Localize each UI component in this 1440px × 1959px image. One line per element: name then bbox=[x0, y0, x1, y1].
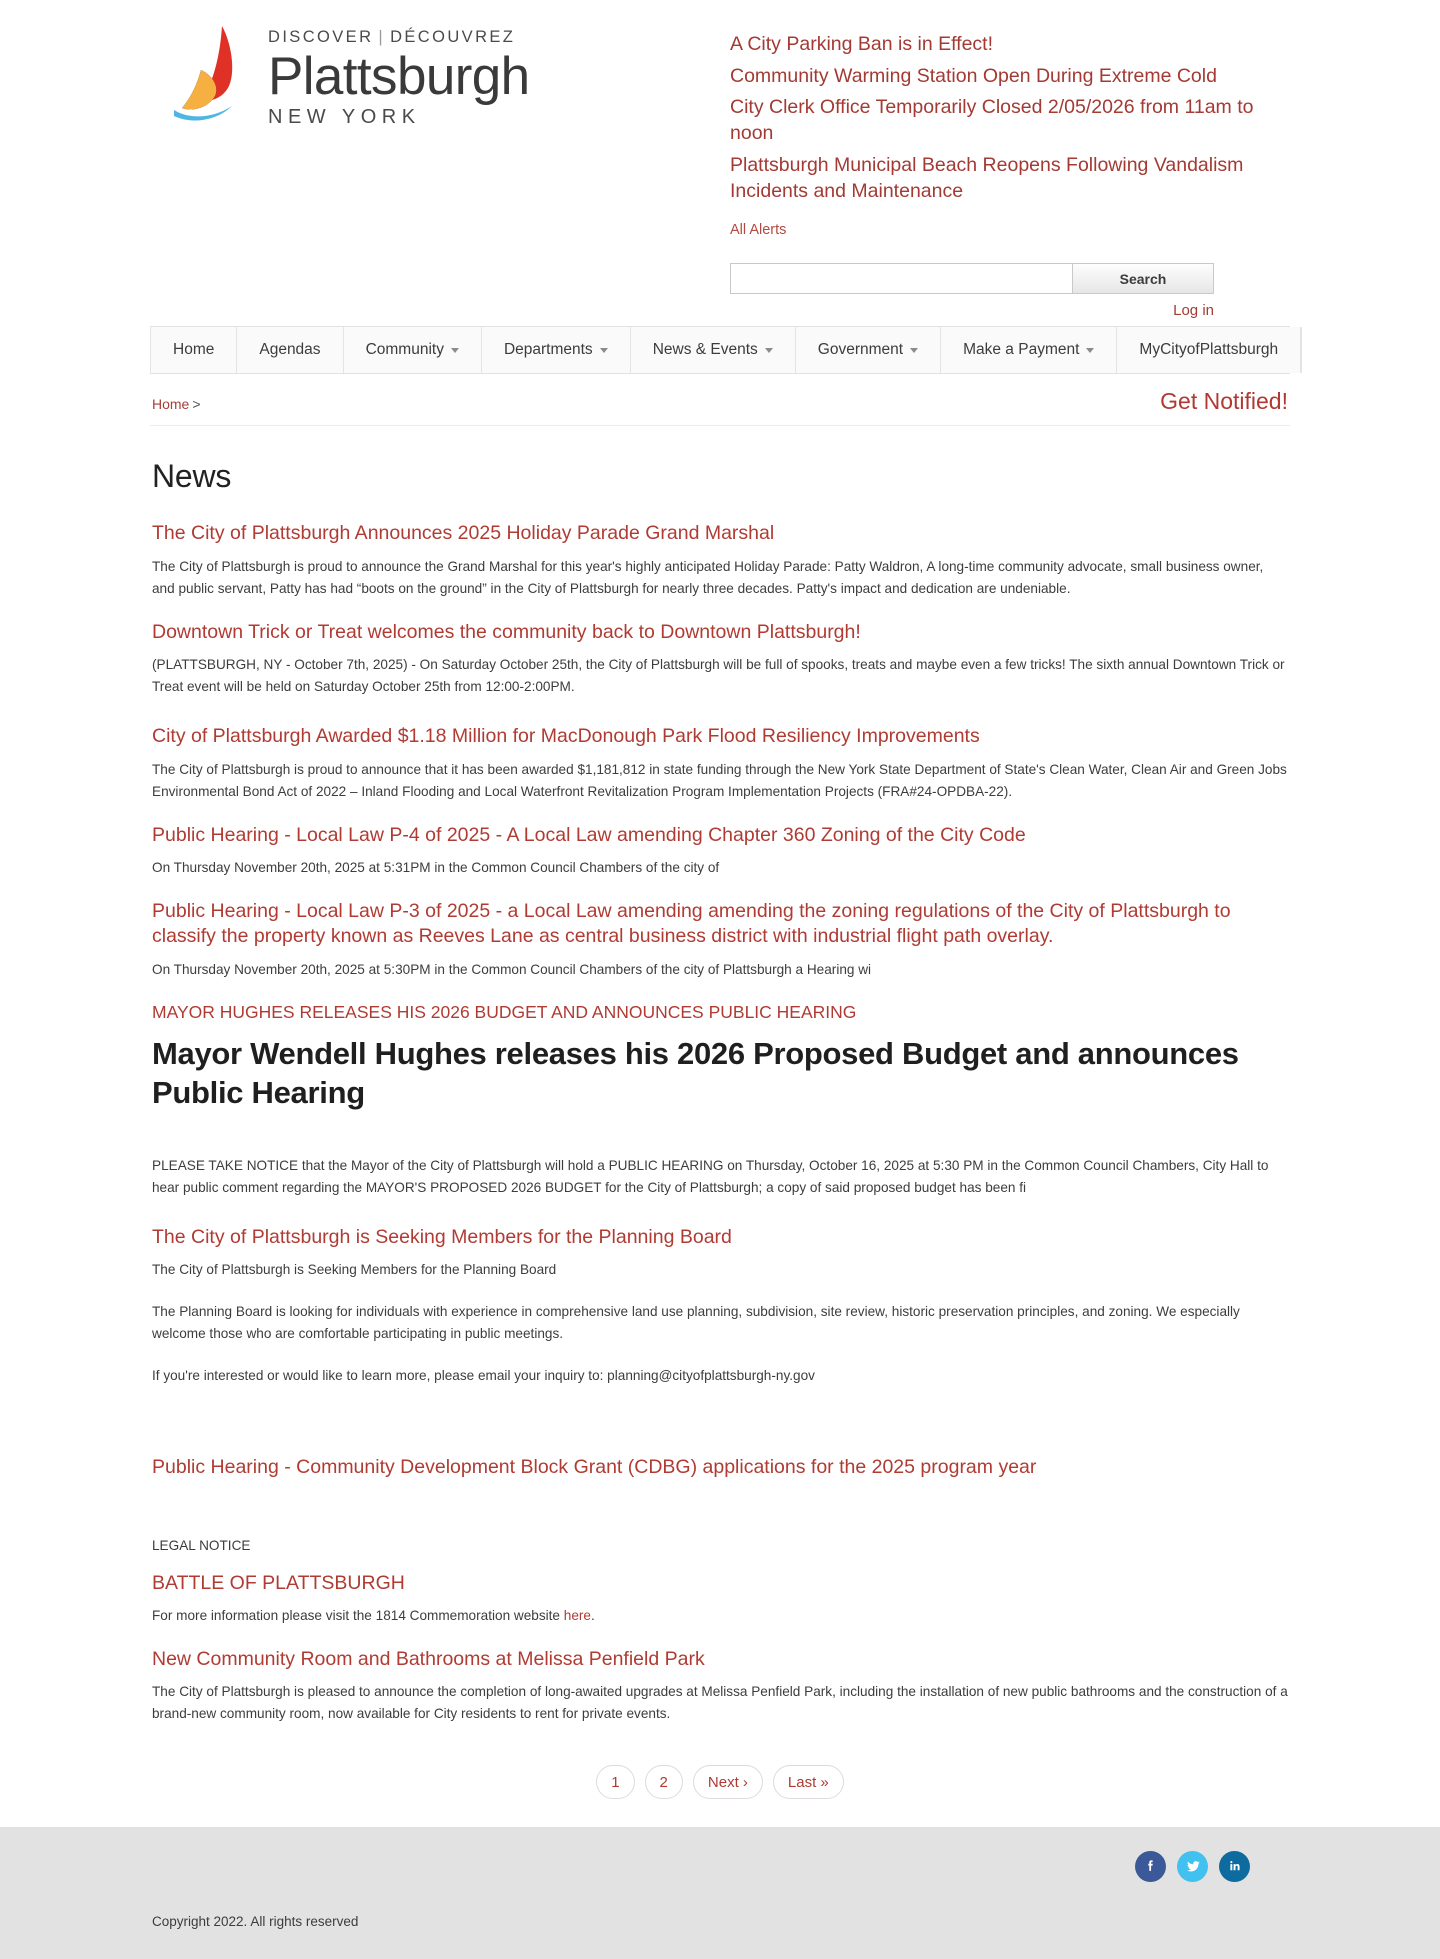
logo-city-name: Plattsburgh bbox=[268, 46, 530, 106]
news-article-body: The City of Plattsburgh is pleased to announce the completion of long-awaited upgrades at Melissa Penfield Park, including the installation of new public bathrooms and the construction of a brand-new community room, now available for City residents to rent for private events. bbox=[152, 1684, 1288, 1722]
news-article-cdbg bbox=[152, 1455, 1288, 1480]
breadcrumb-separator: > bbox=[192, 396, 201, 413]
news-article-local-law-p3 bbox=[152, 899, 1288, 981]
nav-label: Agendas bbox=[259, 341, 321, 359]
chevron-down-icon bbox=[451, 348, 459, 353]
breadcrumb-trail bbox=[152, 396, 201, 414]
commemoration-website-link[interactable]: here bbox=[563, 1607, 591, 1623]
nav-item-government[interactable] bbox=[796, 327, 941, 373]
pagination bbox=[152, 1765, 1288, 1799]
page-title: News bbox=[152, 458, 232, 495]
news-article-mayor-budget bbox=[152, 1001, 1288, 1199]
news-article-title[interactable]: Public Hearing - Local Law P-4 of 2025 - A Local Law amending Chapter 360 Zoning of the City Code bbox=[152, 823, 1026, 846]
list-item bbox=[730, 95, 1276, 146]
pagination-page-2[interactable]: 2 bbox=[645, 1765, 683, 1799]
nav-label: Home bbox=[173, 341, 215, 359]
alert-link-3[interactable]: City Clerk Office Temporarily Closed 2/05/2026 from 11am to noon bbox=[730, 96, 1254, 145]
planning-board-body-3: If you're interested or would like to learn more, please email your inquiry to: planning@cityofplattsburgh-ny.gov bbox=[152, 1368, 815, 1384]
nav-label: Government bbox=[817, 341, 904, 359]
get-notified-link[interactable]: Get Notified! bbox=[1160, 388, 1288, 415]
chevron-down-icon bbox=[600, 348, 608, 353]
news-article-title[interactable]: BATTLE OF PLATTSBURGH bbox=[152, 1571, 405, 1594]
nav-item-community[interactable] bbox=[344, 327, 482, 373]
budget-heading: Mayor Wendell Hughes releases his 2026 Proposed Budget and announces Public Hearing bbox=[152, 1036, 1239, 1111]
list-item bbox=[730, 32, 1276, 58]
nav-label: Community bbox=[365, 341, 444, 359]
header-wrap bbox=[150, 0, 1290, 1799]
site-header bbox=[150, 0, 1290, 320]
social-links bbox=[152, 1845, 1288, 1882]
nav-item-agendas[interactable] bbox=[237, 327, 343, 373]
pagination-page-1[interactable]: 1 bbox=[596, 1765, 634, 1799]
alert-link-4[interactable]: Plattsburgh Municipal Beach Reopens Following Vandalism Incidents and Maintenance bbox=[730, 153, 1244, 202]
facebook-glyph bbox=[1142, 1858, 1159, 1875]
battle-body-text: For more information please visit the 1814 Commemoration website bbox=[152, 1607, 564, 1623]
alert-link-2[interactable]: Community Warming Station Open During Extreme Cold bbox=[730, 64, 1217, 87]
news-article-body: (PLATTSBURGH, NY - October 7th, 2025) - On Saturday October 25th, the City of Plattsburgh will be full of spooks, treats and maybe even a few tricks! The sixth annual Downtown Trick or Treat event will be held on Saturday October 25th from 12:00-2:00PM. bbox=[152, 657, 1285, 695]
search-form bbox=[730, 263, 1214, 294]
site-footer bbox=[0, 1827, 1440, 1959]
nav-item-news-events[interactable] bbox=[631, 327, 796, 373]
legal-notice-label: LEGAL NOTICE bbox=[152, 1537, 251, 1553]
news-article-trick-or-treat bbox=[152, 620, 1288, 698]
news-article-penfield-park bbox=[152, 1647, 1288, 1725]
nav-item-home[interactable] bbox=[150, 327, 237, 373]
logo-state-name: NEW YORK bbox=[268, 105, 421, 128]
facebook-icon[interactable] bbox=[1135, 1851, 1166, 1882]
news-article-battle-of-plattsburgh bbox=[152, 1538, 1288, 1627]
news-article-local-law-p4 bbox=[152, 823, 1288, 879]
news-article-macdonough-park bbox=[152, 724, 1288, 802]
news-article-title[interactable]: The City of Plattsburgh Announces 2025 Holiday Parade Grand Marshal bbox=[152, 522, 775, 545]
copyright-text: Copyright 2022. All rights reserved bbox=[152, 1914, 359, 1930]
planning-board-body-2: The Planning Board is looking for individuals with experience in comprehensive land use planning, subdivision, site review, historic preservation principles, and zoning. We especially welcome those who are comfortable participating in public meetings. bbox=[152, 1304, 1240, 1342]
nav-label: MyCityofPlattsburgh bbox=[1139, 341, 1279, 359]
news-article-body: On Thursday November 20th, 2025 at 5:31PM in the Common Council Chambers of the city of bbox=[152, 859, 720, 875]
news-article-body: The City of Plattsburgh is proud to announce that it has been awarded $1,181,812 in state funding through the New York State Department of State's Clean Water, Clean Air and Green Jobs Environmental Bond Act of 2022 – Inland Flooding and Local Waterfront Revitalization Program Implementation Projects (FRA#24-OPDBA-22). bbox=[152, 761, 1287, 799]
chevron-down-icon bbox=[1086, 348, 1094, 353]
news-article-title[interactable]: Downtown Trick or Treat welcomes the community back to Downtown Plattsburgh! bbox=[152, 620, 861, 643]
logo-decouvrez-text: DÉCOUVREZ bbox=[390, 28, 516, 47]
news-article-title[interactable]: Public Hearing - Community Development Block Grant (CDBG) applications for the 2025 program year bbox=[152, 1456, 1037, 1479]
linkedin-glyph bbox=[1226, 1858, 1243, 1875]
site-logo[interactable] bbox=[150, 10, 730, 134]
section-spacer bbox=[152, 1407, 1288, 1455]
alerts-list bbox=[730, 32, 1276, 204]
alert-link-1[interactable]: A City Parking Ban is in Effect! bbox=[730, 33, 994, 55]
chevron-down-icon bbox=[910, 348, 918, 353]
budget-body: PLEASE TAKE NOTICE that the Mayor of the City of Plattsburgh will hold a PUBLIC HEARING on Thursday, October 16, 2025 at 5:30 PM in the Common Council Chambers, City Hall to hear public comment regarding the MAYOR'S PROPOSED 2026 BUDGET for the City of Plattsburgh; a copy of said proposed budget has been fi bbox=[152, 1157, 1269, 1195]
breadcrumb bbox=[150, 374, 1290, 426]
list-item bbox=[730, 153, 1276, 204]
chevron-down-icon bbox=[765, 348, 773, 353]
nav-label: Make a Payment bbox=[963, 341, 1080, 359]
nav-item-departments[interactable] bbox=[482, 327, 631, 373]
twitter-glyph bbox=[1184, 1858, 1202, 1876]
list-item bbox=[730, 64, 1276, 90]
nav-label: News & Events bbox=[652, 341, 758, 359]
logo-separator: | bbox=[378, 28, 386, 47]
news-article-title[interactable]: MAYOR HUGHES RELEASES HIS 2026 BUDGET AND ANNOUNCES PUBLIC HEARING bbox=[152, 1001, 857, 1022]
news-article-planning-board bbox=[152, 1225, 1288, 1387]
main-navigation bbox=[150, 326, 1290, 374]
news-article-holiday-parade bbox=[152, 521, 1288, 599]
main-content bbox=[150, 426, 1290, 1799]
news-article-title[interactable]: City of Plattsburgh Awarded $1.18 Million for MacDonough Park Flood Resiliency Improvements bbox=[152, 725, 980, 748]
nav-item-make-a-payment[interactable] bbox=[941, 327, 1117, 373]
nav-label: Departments bbox=[503, 341, 593, 359]
logo-discover-text: DISCOVER bbox=[268, 28, 374, 47]
login-link[interactable]: Log in bbox=[1173, 302, 1214, 320]
sailboat-logo-icon bbox=[170, 22, 254, 134]
header-right-column bbox=[730, 10, 1290, 320]
pagination-next-button[interactable]: Next › bbox=[693, 1765, 763, 1799]
news-article-title[interactable]: New Community Room and Bathrooms at Melissa Penfield Park bbox=[152, 1647, 705, 1670]
news-article-title[interactable]: The City of Plattsburgh is Seeking Members for the Planning Board bbox=[152, 1225, 732, 1248]
breadcrumb-home-link[interactable]: Home bbox=[152, 396, 190, 413]
linkedin-icon[interactable] bbox=[1219, 1851, 1250, 1882]
nav-item-mycityofplattsburgh[interactable] bbox=[1117, 327, 1301, 373]
all-alerts-link[interactable]: All Alerts bbox=[730, 222, 787, 239]
nav-filler bbox=[1301, 327, 1302, 373]
news-article-body: The City of Plattsburgh is proud to announce the Grand Marshal for this year's highly anticipated Holiday Parade: Patty Waldron, A long-time community advocate, small business owner, and public servant, Patty has had “boots on the ground” in the City of Plattsburgh for nearly three decades. Patty's impact and dedication are undeniable. bbox=[152, 558, 1264, 596]
battle-body-period: . bbox=[591, 1607, 595, 1623]
login-row bbox=[730, 302, 1214, 320]
news-article-title[interactable]: Public Hearing - Local Law P-3 of 2025 - a Local Law amending amending the zoning regulations of the City of Plattsburgh to classify the property known as Reeves Lane as central business district with industrial flight path overlay. bbox=[152, 899, 1231, 948]
planning-board-body-1: The City of Plattsburgh is Seeking Members for the Planning Board bbox=[152, 1262, 557, 1278]
twitter-icon[interactable] bbox=[1177, 1851, 1208, 1882]
battle-body bbox=[152, 1605, 1288, 1627]
search-input[interactable] bbox=[730, 263, 1072, 294]
section-spacer bbox=[152, 1490, 1288, 1538]
pagination-last-button[interactable]: Last » bbox=[773, 1765, 844, 1799]
news-article-body: On Thursday November 20th, 2025 at 5:30PM in the Common Council Chambers of the city of Plattsburgh a Hearing wi bbox=[152, 961, 872, 977]
search-button[interactable]: Search bbox=[1072, 263, 1214, 294]
